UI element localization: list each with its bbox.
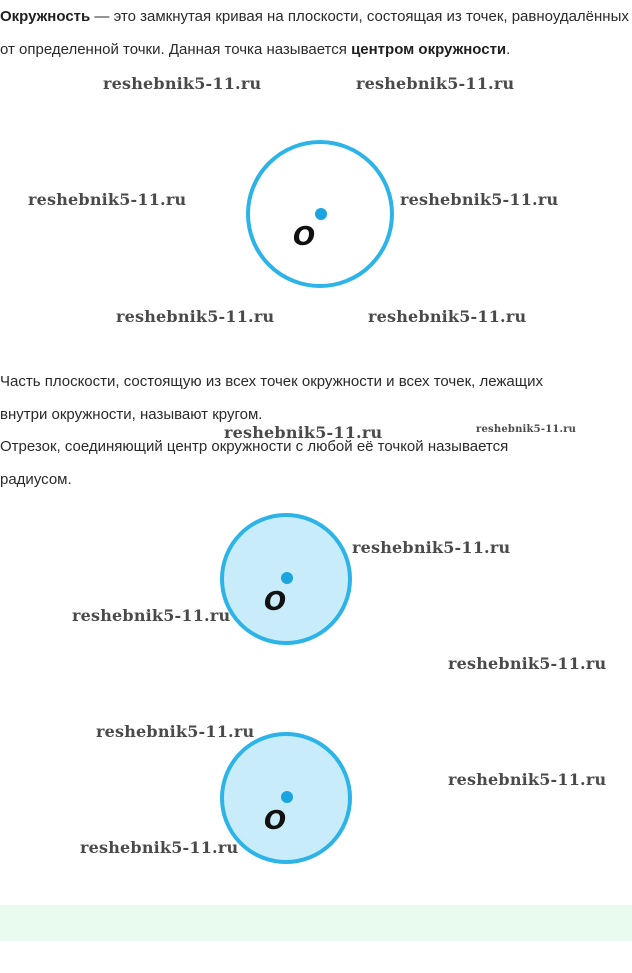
definition-disk — [0, 366, 630, 431]
watermark: reshebnik5-11.ru — [103, 74, 262, 93]
center-label: O — [264, 806, 287, 836]
watermark: reshebnik5-11.ru — [28, 190, 187, 209]
watermark: reshebnik5-11.ru — [80, 838, 239, 857]
disk-line-2: внутри окружности, называют кругом. — [0, 405, 263, 423]
center-label: O — [264, 587, 287, 617]
center-dot — [281, 572, 293, 584]
disk-line-1: Часть плоскости, состоящую из всех точек окружности и всех точек, лежащих — [0, 373, 543, 390]
circle-figure — [0, 135, 632, 295]
disk-figure-1 — [0, 508, 632, 648]
center-dot — [281, 791, 293, 803]
radius-line-1: Отрезок, соединяющий центр окружности с любой её точкой называется — [0, 438, 509, 455]
definition-text: — это замкнутая кривая на плоскости, состоящая из точек, равноудалённых от определенной точки. Данная точка называется — [0, 8, 629, 58]
term-circumference: Окружность — [0, 8, 91, 25]
watermark: reshebnik5-11.ru — [96, 722, 255, 741]
term-center: центром окружности — [351, 40, 507, 58]
center-dot — [315, 208, 327, 220]
footer-banner — [0, 905, 632, 941]
watermark: reshebnik5-11.ru — [476, 424, 577, 435]
watermark: reshebnik5-11.ru — [116, 307, 275, 326]
watermark: reshebnik5-11.ru — [352, 538, 511, 557]
definition-end: . — [506, 40, 511, 58]
center-label: O — [293, 222, 316, 252]
watermark: reshebnik5-11.ru — [224, 423, 383, 442]
watermark: reshebnik5-11.ru — [448, 770, 607, 789]
definition-circumference — [0, 1, 630, 66]
watermark: reshebnik5-11.ru — [368, 307, 527, 326]
watermark: reshebnik5-11.ru — [448, 654, 607, 673]
watermark: reshebnik5-11.ru — [72, 606, 231, 625]
watermark: reshebnik5-11.ru — [400, 190, 559, 209]
watermark: reshebnik5-11.ru — [356, 74, 515, 93]
radius-line-2: радиусом. — [0, 470, 72, 488]
